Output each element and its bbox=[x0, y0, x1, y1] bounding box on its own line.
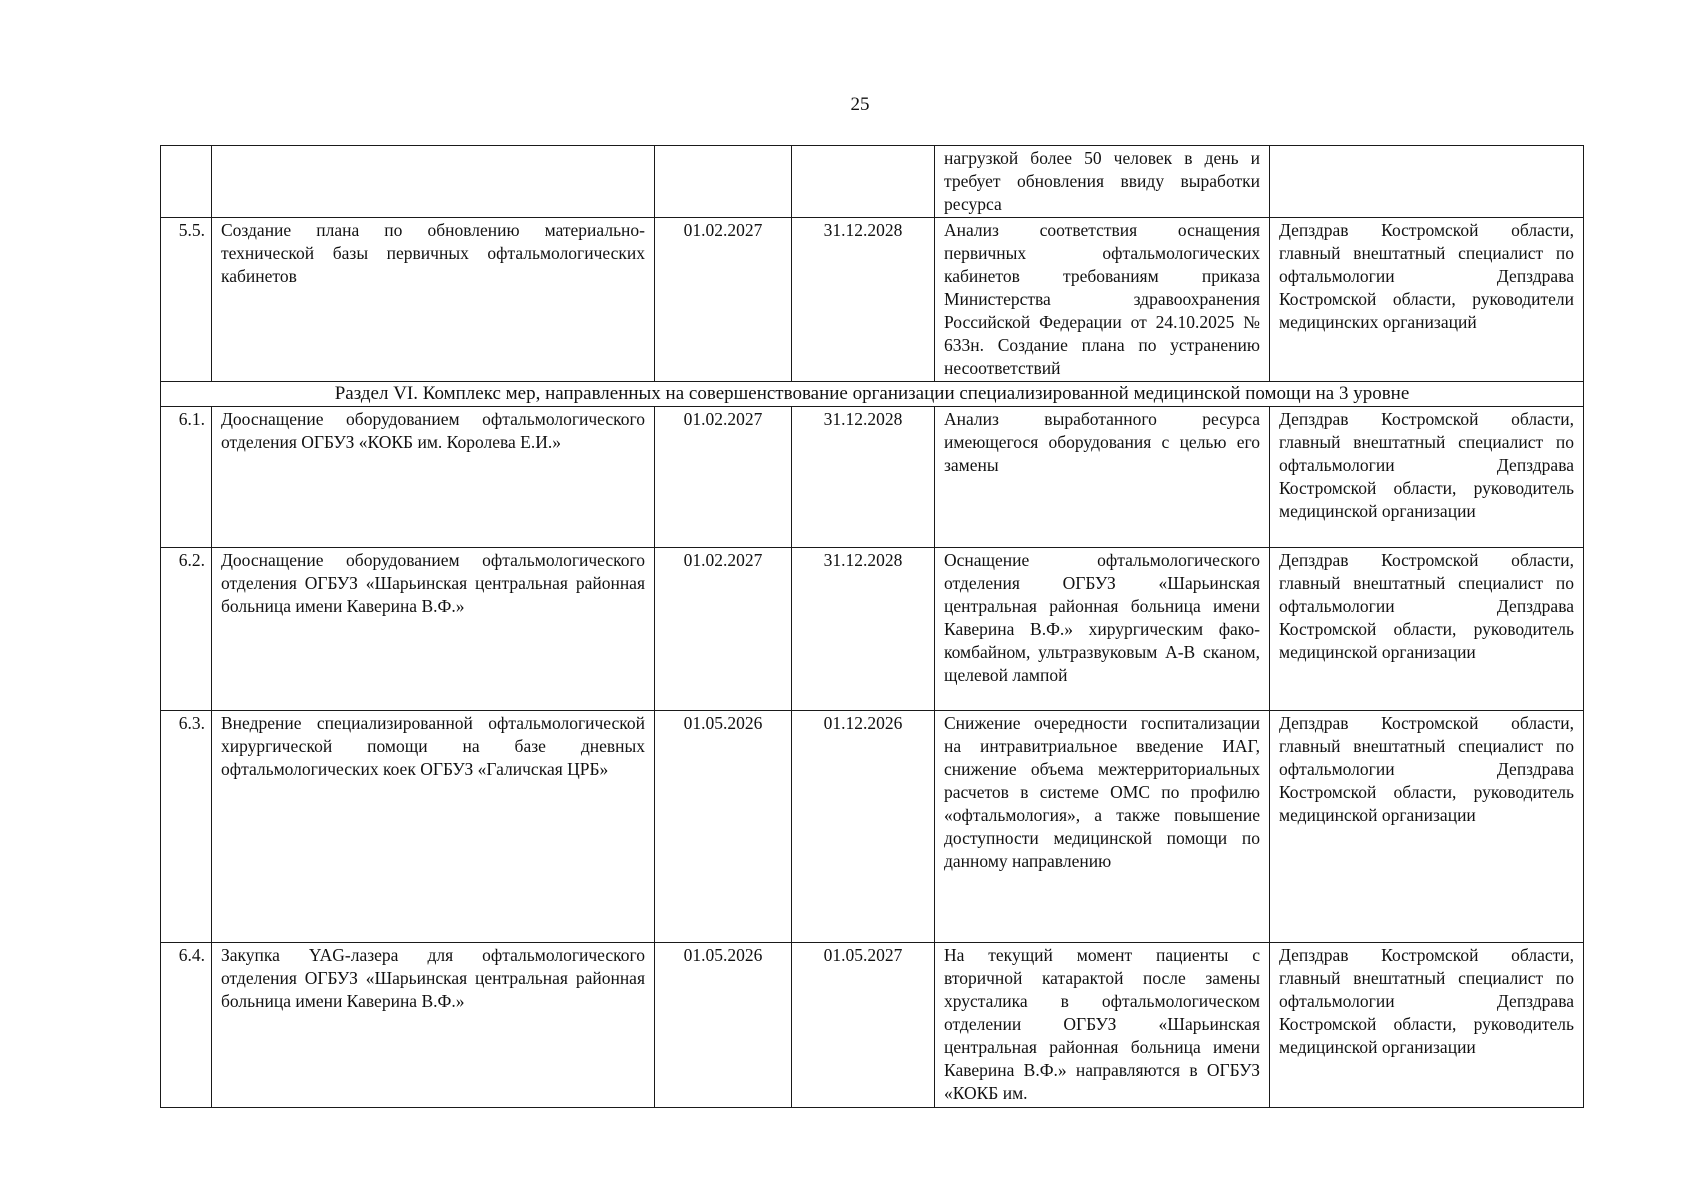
row-number bbox=[161, 146, 212, 218]
start-date-cell: 01.05.2026 bbox=[655, 711, 792, 943]
result-cell: нагрузкой более 50 человек в день и требует обновления ввиду выработки ресурса bbox=[935, 146, 1270, 218]
table-row bbox=[161, 548, 1584, 711]
result-cell: Анализ соответствия оснащения первичных офтальмологических кабинетов требованиям приказа Министерства здравоохранения Российской Федерации от 24.10.2025 № 633н. Создание плана по устранению несоответствий bbox=[935, 218, 1270, 382]
result-cell: Оснащение офтальмологического отделения ОГБУЗ «Шарьинская центральная районная больница имени Каверина В.Ф.» хирургическим фако-комбайном, ультразвуковым А-В сканом, щелевой лампой bbox=[935, 548, 1270, 711]
row-number: 6.2. bbox=[161, 548, 212, 711]
end-date-cell: 31.12.2028 bbox=[792, 407, 935, 548]
row-number: 5.5. bbox=[161, 218, 212, 382]
result-cell: Анализ выработанного ресурса имеющегося оборудования с целью его замены bbox=[935, 407, 1270, 548]
responsible-cell: Депздрав Костромской области, главный внештатный специалист по офтальмологии Депздрава Костромской области, руководитель медицинской организации bbox=[1270, 407, 1584, 548]
event-cell: Создание плана по обновлению материально-технической базы первичных офтальмологических кабинетов bbox=[212, 218, 655, 382]
end-date-cell: 01.12.2026 bbox=[792, 711, 935, 943]
end-date-cell bbox=[792, 146, 935, 218]
end-date-cell: 31.12.2028 bbox=[792, 548, 935, 711]
table-row bbox=[161, 146, 1584, 218]
end-date-cell: 31.12.2028 bbox=[792, 218, 935, 382]
row-number: 6.3. bbox=[161, 711, 212, 943]
event-cell: Дооснащение оборудованием офтальмологического отделения ОГБУЗ «КОКБ им. Королева Е.И.» bbox=[212, 407, 655, 548]
start-date-cell bbox=[655, 146, 792, 218]
event-cell bbox=[212, 146, 655, 218]
start-date-cell: 01.02.2027 bbox=[655, 218, 792, 382]
row-number: 6.1. bbox=[161, 407, 212, 548]
table-row bbox=[161, 711, 1584, 943]
start-date-cell: 01.02.2027 bbox=[655, 407, 792, 548]
event-cell: Закупка YAG-лазера для офтальмологического отделения ОГБУЗ «Шарьинская центральная районная больница имени Каверина В.Ф.» bbox=[212, 943, 655, 1108]
responsible-cell: Депздрав Костромской области, главный внештатный специалист по офтальмологии Депздрава Костромской области, руководитель медицинской организации bbox=[1270, 943, 1584, 1108]
table-row bbox=[161, 943, 1584, 1108]
measures-table bbox=[160, 145, 1584, 1108]
table-row bbox=[161, 407, 1584, 548]
event-cell: Дооснащение оборудованием офтальмологического отделения ОГБУЗ «Шарьинская центральная районная больница имени Каверина В.Ф.» bbox=[212, 548, 655, 711]
row-number: 6.4. bbox=[161, 943, 212, 1108]
responsible-cell: Депздрав Костромской области, главный внештатный специалист по офтальмологии Депздрава Костромской области, руководитель медицинской организации bbox=[1270, 548, 1584, 711]
table-row bbox=[161, 218, 1584, 382]
start-date-cell: 01.05.2026 bbox=[655, 943, 792, 1108]
responsible-cell bbox=[1270, 146, 1584, 218]
result-cell: На текущий момент пациенты с вторичной катарактой после замены хрусталика в офтальмологическом отделении ОГБУЗ «Шарьинская центральная районная больница имени Каверина В.Ф.» направляются в ОГБУЗ «КОКБ им. bbox=[935, 943, 1270, 1108]
section-title: Раздел VI. Комплекс мер, направленных на совершенствование организации специализированной медицинской помощи на 3 уровне bbox=[161, 382, 1584, 407]
page-number: 25 bbox=[850, 94, 870, 115]
result-cell: Снижение очередности госпитализации на интравитриальное введение ИАГ, снижение объема межтерриториальных расчетов в системе ОМС по профилю «офтальмология», а также повышение доступности медицинской помощи по данному направлению bbox=[935, 711, 1270, 943]
event-cell: Внедрение специализированной офтальмологической хирургической помощи на базе дневных офтальмологических коек ОГБУЗ «Галичская ЦРБ» bbox=[212, 711, 655, 943]
start-date-cell: 01.02.2027 bbox=[655, 548, 792, 711]
end-date-cell: 01.05.2027 bbox=[792, 943, 935, 1108]
responsible-cell: Депздрав Костромской области, главный внештатный специалист по офтальмологии Депздрава Костромской области, руководитель медицинской организации bbox=[1270, 711, 1584, 943]
responsible-cell: Депздрав Костромской области, главный внештатный специалист по офтальмологии Депздрава Костромской области, руководители медицинских организаций bbox=[1270, 218, 1584, 382]
section-row bbox=[161, 382, 1584, 407]
